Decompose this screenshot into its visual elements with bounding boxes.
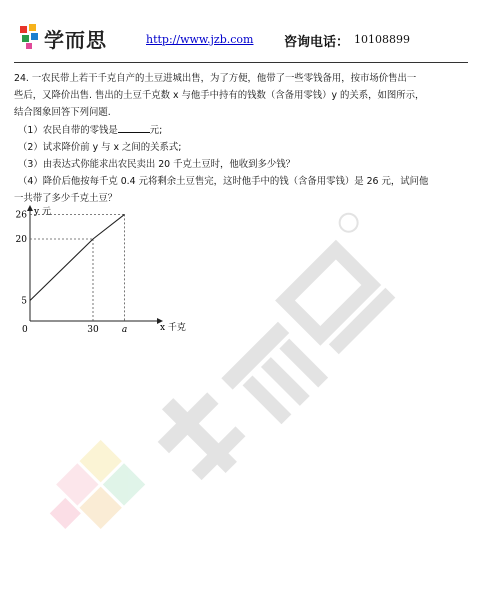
sub-question-3: （3）由表达式你能求出农民卖出 20 千克土豆时，他收到多少钱？ bbox=[18, 159, 295, 171]
y-tick-label: 5 bbox=[21, 296, 27, 307]
guide-lines bbox=[30, 214, 125, 321]
y-tick-label: 20 bbox=[15, 235, 27, 245]
x-tick-label: 30 bbox=[87, 325, 99, 335]
question-text bbox=[14, 70, 468, 208]
question-stem-line-1: 24. 一农民带上若干千克自产的土豆进城出售，为了方便，他带了一些零钱备用，按市场价售出一 bbox=[14, 73, 417, 84]
sub-question-1-prefix: （1）农民自带的零钱是 bbox=[18, 124, 118, 136]
sub-question-2: （2）试求降价前 y 与 x 之间的关系式; bbox=[18, 141, 182, 153]
hotline-number: 10108899 bbox=[354, 33, 410, 46]
brand-name: 学而思 bbox=[44, 28, 107, 52]
x-axis-label: x 千克 bbox=[160, 323, 186, 333]
sub-question-1-suffix: 元; bbox=[149, 124, 163, 136]
x-tick-label: a bbox=[121, 325, 128, 335]
data-line bbox=[30, 214, 125, 300]
question-stem-line-3: 结合图象回答下列问题. bbox=[14, 107, 111, 119]
y-tick-label: 26 bbox=[15, 210, 27, 221]
site-link[interactable]: http://www.jzb.com bbox=[146, 33, 254, 46]
question-stem-line-2: 些后，又降价出售. 售出的土豆千克数 x 与他手中持有的钱数（含备用零钱）y 的关系，如图所示， bbox=[14, 90, 425, 102]
decorative-squares-icon bbox=[8, 425, 158, 575]
origin-label: 0 bbox=[22, 325, 28, 335]
sub-question-4-line-1: （4）降价后他按每千克 0.4 元将剩余土豆售完，这时他手中的钱（含备用零钱）是 26 元，试问他 bbox=[18, 176, 429, 188]
sub-question-4-line-2: 一共带了多少千克土豆？ bbox=[14, 193, 118, 205]
answer-blank[interactable] bbox=[118, 123, 150, 133]
header-divider bbox=[14, 62, 468, 63]
graph-figure bbox=[0, 196, 200, 344]
hotline-label: 咨询电话： bbox=[284, 35, 350, 50]
sub-question-1 bbox=[14, 122, 468, 139]
page-header bbox=[0, 0, 481, 62]
y-axis-label: y 元 bbox=[34, 207, 51, 217]
